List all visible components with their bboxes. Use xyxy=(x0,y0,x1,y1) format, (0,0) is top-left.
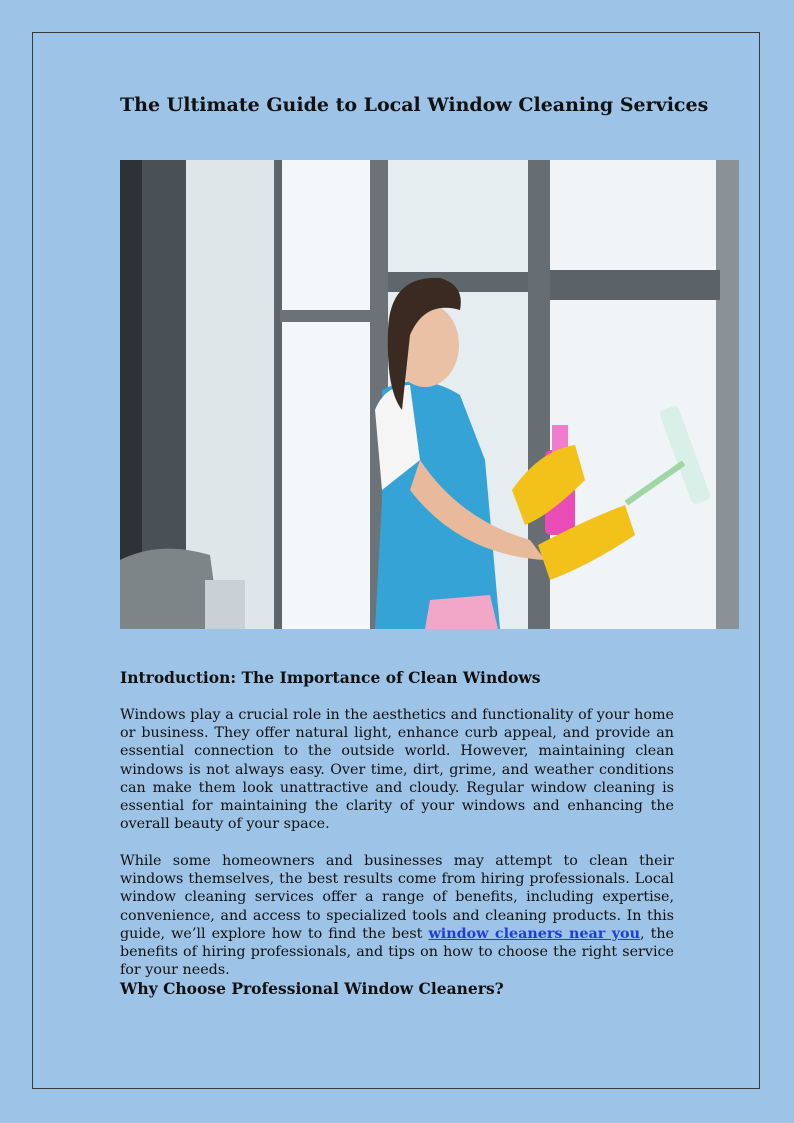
paragraph-text-after-link: , the benefits of hiring professionals, and tips on how to choose the right service for your needs. xyxy=(120,925,674,979)
hiring-paragraph xyxy=(120,852,674,979)
intro-paragraph: Windows play a crucial role in the aesthetics and functionality of your home or business. They offer natural light, enhance curb appeal, and provide an essential connection to the outside world. However, maintaining clean windows is not always easy. Over time, dirt, grime, and weather conditions can make them look unattractive and cloudy. Regular window cleaning is essential for maintaining the clarity of your windows and enhancing the overall beauty of your space. xyxy=(120,707,674,833)
window-cleaning-photo xyxy=(120,160,739,629)
article-title: The Ultimate Guide to Local Window Cleaning Services xyxy=(120,94,709,116)
why-heading: Why Choose Professional Window Cleaners? xyxy=(120,979,504,998)
paragraph-text-before-link: While some homeowners and businesses may attempt to clean their windows themselves, the best results come from hiring professionals. Local window cleaning services offer a range of benefits, including expertise, convenience, and access to specialized tools and cleaning products. In this guide, we’ll explore how to find the best xyxy=(120,853,674,942)
window-cleaners-link[interactable]: window cleaners near you xyxy=(428,925,640,942)
intro-heading: Introduction: The Importance of Clean Windows xyxy=(120,668,541,687)
